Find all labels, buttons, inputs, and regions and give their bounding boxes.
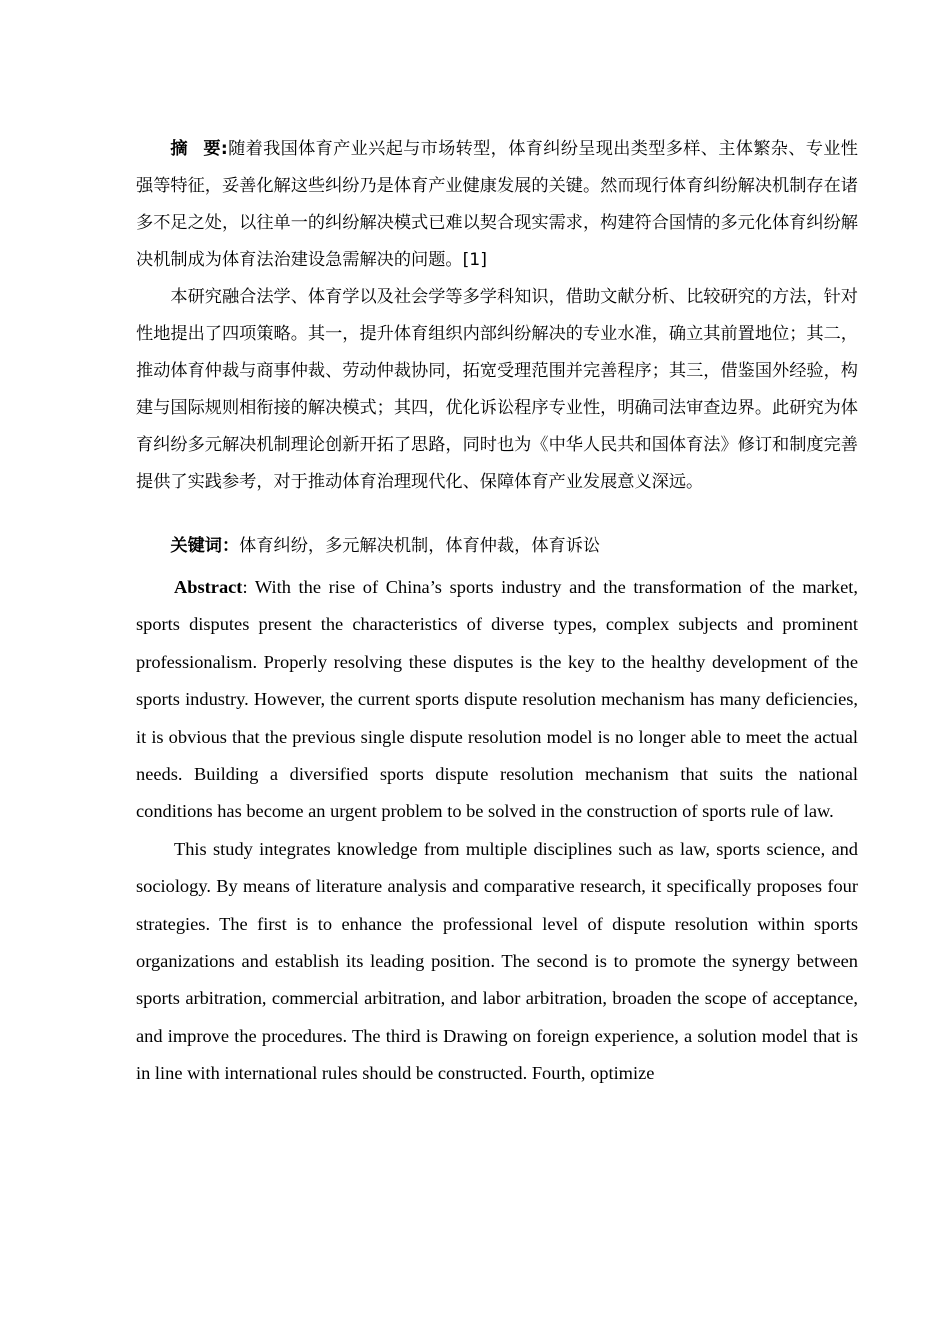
keywords-cn-text: 体育纠纷，多元解决机制，体育仲裁，体育诉讼 [239, 536, 601, 556]
abstract-cn-text: 随着我国体育产业兴起与市场转型，体育纠纷呈现出类型多样、主体繁杂、专业性强等特征，妥善化解这些纠纷乃是体育产业健康发展的关键。然而现行体育纠纷解决机制存在诸多不足之处，以往单一的纠纷解决模式已难以契合现实需求，构建符合国情的多元化体育纠纷解决机制成为体育法治建设急需解决的问题。[1] [136, 139, 858, 270]
abstract-en-label: Abstract [174, 577, 243, 597]
keywords-cn-label: 关键词： [170, 536, 240, 556]
abstract-en-paragraph-1 [136, 569, 858, 831]
document-page [136, 131, 858, 1093]
abstract-cn-label: 摘要 [170, 139, 221, 159]
abstract-cn-paragraph-2: 本研究融合法学、体育学以及社会学等多学科知识，借助文献分析、比较研究的方法，针对性地提出了四项策略。其一，提升体育组织内部纠纷解决的专业水准，确立其前置地位；其二，推动体育仲裁与商事仲裁、劳动仲裁协同，拓宽受理范围并完善程序；其三，借鉴国外经验，构建与国际规则相衔接的解决模式；其四，优化诉讼程序专业性，明确司法审查边界。此研究为体育纠纷多元解决机制理论创新开拓了思路，同时也为《中华人民共和国体育法》修订和制度完善提供了实践参考，对于推动体育治理现代化、保障体育产业发展意义深远。 [136, 287, 858, 492]
abstract-cn-separator: : [220, 139, 228, 159]
keywords-cn [136, 528, 858, 565]
abstract-en-text: : With the rise of China’s sports industry and the transformation of the market, sports disputes present the characteristics of diverse types, complex subjects and prominent professionalism. Properly resolving these disputes is the key to the healthy development of the sports industry. However, the current sports dispute resolution mechanism has many deficiencies, it is obvious that the previous single dispute resolution model is no longer able to meet the actual needs. Building a diversified sports dispute resolution mechanism that suits the national conditions has become an urgent problem to be solved in the construction of sports rule of law. [136, 577, 858, 822]
abstract-cn-paragraph-1 [136, 131, 858, 279]
abstract-en-paragraph-2: This study integrates knowledge from multiple disciplines such as law, sports science, and sociology. By means of literature analysis and comparative research, it specifically proposes four strategies. The first is to enhance the professional level of dispute resolution within sports organizations and establish its leading position. The second is to promote the synergy between sports arbitration, commercial arbitration, and labor arbitration, broaden the scope of acceptance, and improve the procedures. The third is Drawing on foreign experience, a solution model that is in line with international rules should be constructed. Fourth, optimize [136, 838, 858, 1084]
